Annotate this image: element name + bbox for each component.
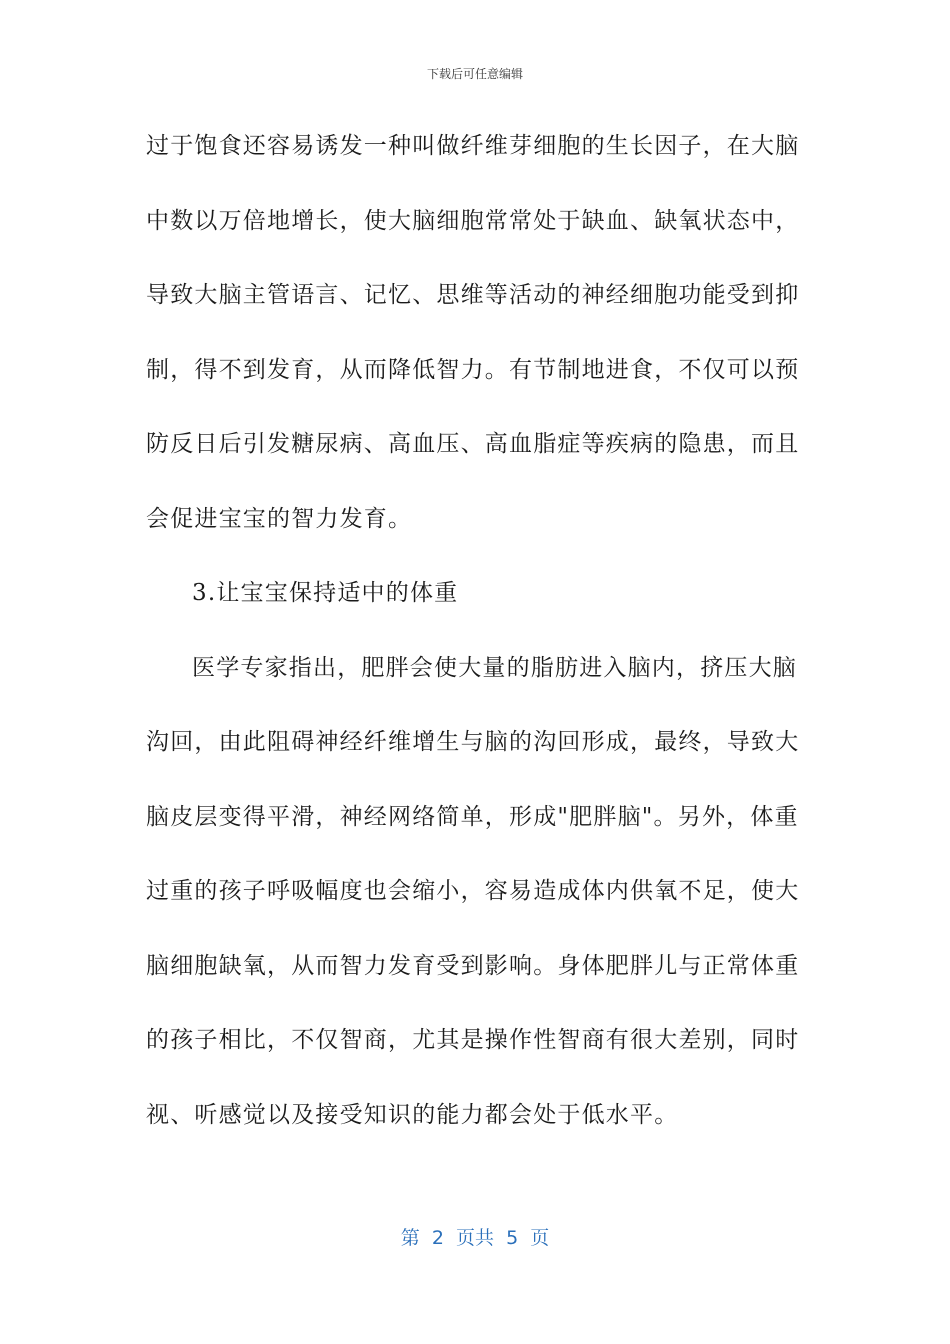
text-line: 医学专家指出，肥胖会使大量的脂肪进入脑内，挤压大脑 [192,654,797,681]
text-line: 过重的孩子呼吸幅度也会缩小，容易造成体内供氧不足，使大 [146,878,800,904]
page-number-footer: 第 2 页共 5 页 [400,1227,550,1249]
text-line: 沟回，由此阻碍神经纤维增生与脑的沟回形成，最终，导致大 [146,729,800,755]
text-line: 防反日后引发糖尿病、高血压、高血脂症等疾病的隐患，而且 [146,431,800,457]
text-line: 脑皮层变得平滑，神经网络简单，形成"肥胖脑"。另外，体重 [146,803,799,830]
document-body [146,126,800,1169]
section-heading: 3.让宝宝保持适中的体重 [192,580,459,606]
text-line: 导致大脑主管语言、记忆、思维等活动的神经细胞功能受到抑 [146,282,800,308]
text-line: 脑细胞缺氧，从而智力发育受到影响。身体肥胖儿与正常体重 [146,952,800,979]
page-header: 下载后可任意编辑 [426,67,523,81]
text-line: 视、听感觉以及接受知识的能力都会处于低水平。 [146,1101,679,1128]
text-line: 的孩子相比，不仅智商，尤其是操作性智商有很大差别，同时 [146,1027,800,1053]
text-line: 中数以万倍地增长，使大脑细胞常常处于缺血、缺氧状态中， [146,207,800,234]
text-line: 制，得不到发育，从而降低智力。有节制地进食，不仅可以预 [146,356,800,383]
text-line: 过于饱食还容易诱发一种叫做纤维芽细胞的生长因子，在大脑 [146,133,800,159]
text-line: 会促进宝宝的智力发育。 [146,505,413,532]
